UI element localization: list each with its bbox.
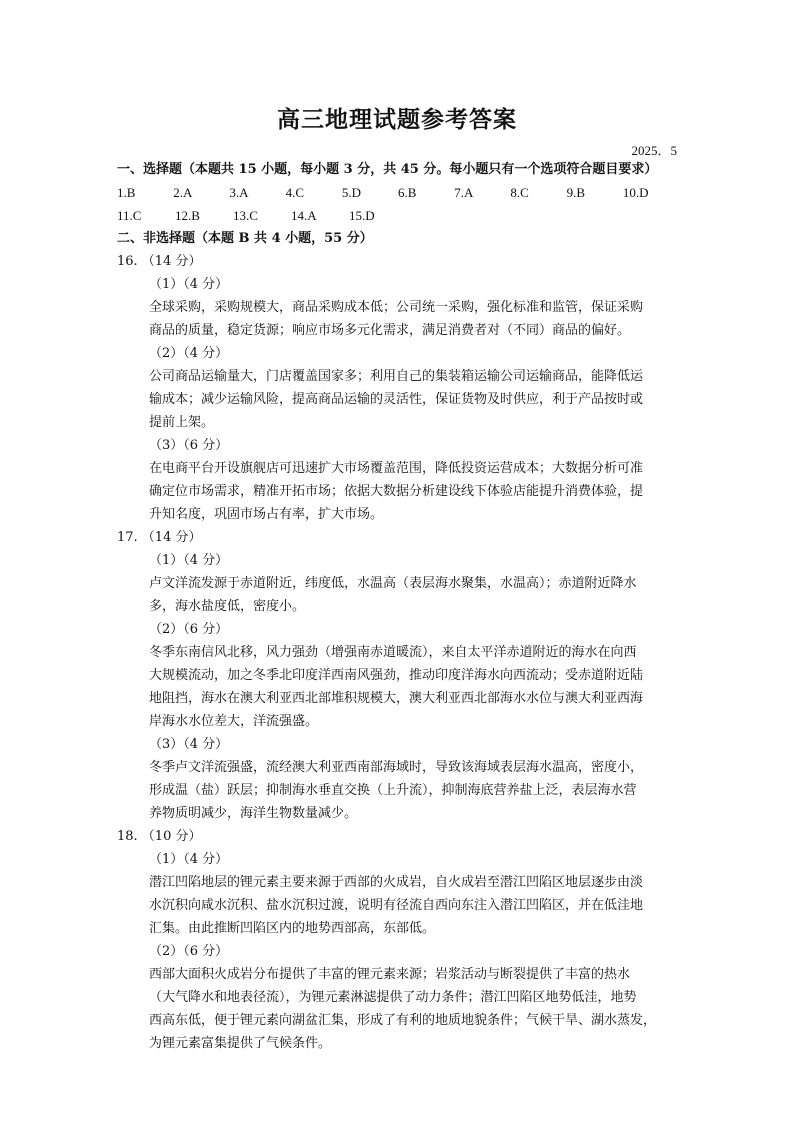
answer-item: 10.D (622, 185, 649, 200)
section-1-title: 一、选择题（本题共 15 小题，每小题 3 分，共 45 分。每小题只有一个选项符合题目要求） (117, 162, 658, 177)
q17-part-3-answer (117, 756, 679, 825)
answer-line: 地阻挡，海水在澳大利亚西北部堆积规模大，澳大利亚西北部海水水位与澳大利亚西海 (149, 691, 644, 706)
answer-item: 12.B (175, 208, 200, 223)
answer-line: 确定位市场需求，精准开拓市场；依据大数据分析建设线下体验店能提升消费体验，提 (149, 484, 644, 499)
answer-line: 公司商品运输量大，门店覆盖国家多；利用自己的集装箱运输公司运输商品，能降低运 (149, 369, 644, 384)
q16-part-3-answer (117, 457, 679, 526)
q16-part-1-answer (117, 296, 679, 342)
answer-item: 11.C (117, 208, 142, 223)
q17-part-1-label: （1）（4 分） (149, 553, 229, 568)
answer-line: 水沉积向咸水沉积、盐水沉积过渡，说明有径流自西向东注入潜江凹陷区，并在低洼地 (149, 898, 644, 913)
answer-line: （大气降水和地表径流），为锂元素淋滤提供了动力条件；潜江凹陷区地势低洼，地势 (149, 990, 637, 1005)
answer-item: 8.C (510, 185, 529, 200)
q18-part-1-label: （1）（4 分） (149, 852, 229, 867)
q18-part-2-answer (117, 963, 679, 1055)
q17-part-1-answer (117, 572, 679, 618)
q17-part-2-answer (117, 641, 679, 733)
q16-part-2-answer (117, 365, 679, 434)
answer-line: 提前上架。 (149, 415, 215, 430)
section-2-title: 二、非选择题（本题 B 共 4 小题，55 分） (117, 231, 373, 246)
answer-item: 2.A (173, 185, 193, 200)
answer-line: 岸海水水位差大，洋流强盛。 (149, 714, 319, 729)
answer-line: 冬季卢文洋流强盛，流经澳大利亚西南部海域时，导致该海域表层海水温高，密度小， (149, 760, 644, 775)
answer-line: 卢文洋流发源于赤道附近，纬度低，水温高（表层海水聚集，水温高）；赤道附近降水 (149, 576, 637, 591)
answer-item: 15.D (349, 208, 375, 223)
q17-part-2-label: （2）（6 分） (149, 622, 229, 637)
answer-line: 冬季东南信风北移，风力强劲（增强南赤道暖流），来自太平洋赤道附近的海水在向西 (149, 645, 637, 660)
answer-item: 5.D (341, 185, 361, 200)
answer-item: 13.C (233, 208, 258, 223)
answer-line: 汇集。由此推断凹陷区内的地势西部高，东部低。 (149, 921, 436, 936)
choice-answers-row-2 (117, 204, 679, 227)
answer-line: 西高东低，便于锂元素向湖盆汇集，形成了有利的地质地貌条件；气候干旱、湖水蒸发， (149, 1013, 657, 1028)
answer-item: 7.A (454, 185, 474, 200)
answer-line: 全球采购，采购规模大，商品采购成本低；公司统一采购，强化标准和监管，保证采购 (149, 300, 644, 315)
question-17-heading: 17. （14 分） (117, 530, 202, 545)
answer-line: 养物质明减少，海洋生物数量减少。 (149, 806, 358, 821)
answer-item: 14.A (291, 208, 317, 223)
q17-part-3-label: （3）（4 分） (149, 737, 229, 752)
answer-item: 1.B (117, 185, 136, 200)
answer-item: 6.B (398, 185, 417, 200)
q18-part-1-answer (117, 871, 679, 940)
q16-part-3-label: （3）（6 分） (149, 438, 229, 453)
answer-item: 4.C (285, 185, 305, 200)
answer-item: 3.A (229, 185, 249, 200)
answer-line: 潜江凹陷地层的锂元素主要来源于西部的火成岩，自火成岩至潜江凹陷区地层逐步由淡 (149, 875, 644, 890)
answer-item: 9.B (566, 185, 586, 200)
answer-line: 在电商平台开设旗舰店可迅速扩大市场覆盖范围，降低投资运营成本；大数据分析可准 (149, 461, 644, 476)
answer-line: 形成温（盐）跃层；抑制海水垂直交换（上升流），抑制海底营养盐上泛，表层海水营 (149, 783, 637, 798)
question-16-heading: 16. （14 分） (117, 254, 202, 269)
question-18-heading: 18. （10 分） (117, 829, 202, 844)
q16-part-2-label: （2）（4 分） (149, 346, 229, 361)
page-title: 高三地理试题参考答案 (277, 106, 517, 133)
document-date: 2025．5 (631, 143, 677, 158)
answer-line: 为锂元素富集提供了气候条件。 (149, 1036, 332, 1051)
answer-line: 升知名度，巩固市场占有率，扩大市场。 (149, 507, 384, 522)
choice-answers-row-1 (117, 181, 679, 204)
answer-content (117, 158, 679, 1055)
answer-line: 大规模流动，加之冬季北印度洋西南风强劲，推动印度洋海水向西流动；受赤道附近陆 (149, 668, 644, 683)
q18-part-2-label: （2）（6 分） (149, 944, 229, 959)
answer-line: 商品的质量，稳定货源；响应市场多元化需求，满足消费者对（不同）商品的偏好。 (149, 323, 631, 338)
q16-part-1-label: （1）（4 分） (149, 277, 229, 292)
answer-line: 多，海水盐度低，密度小。 (149, 599, 306, 614)
answer-line: 西部大面积火成岩分布提供了丰富的锂元素来源；岩浆活动与断裂提供了丰富的热水 (149, 967, 631, 982)
answer-line: 输成本；减少运输风险，提高商品运输的灵活性，保证货物及时供应，利于产品按时或 (149, 392, 644, 407)
